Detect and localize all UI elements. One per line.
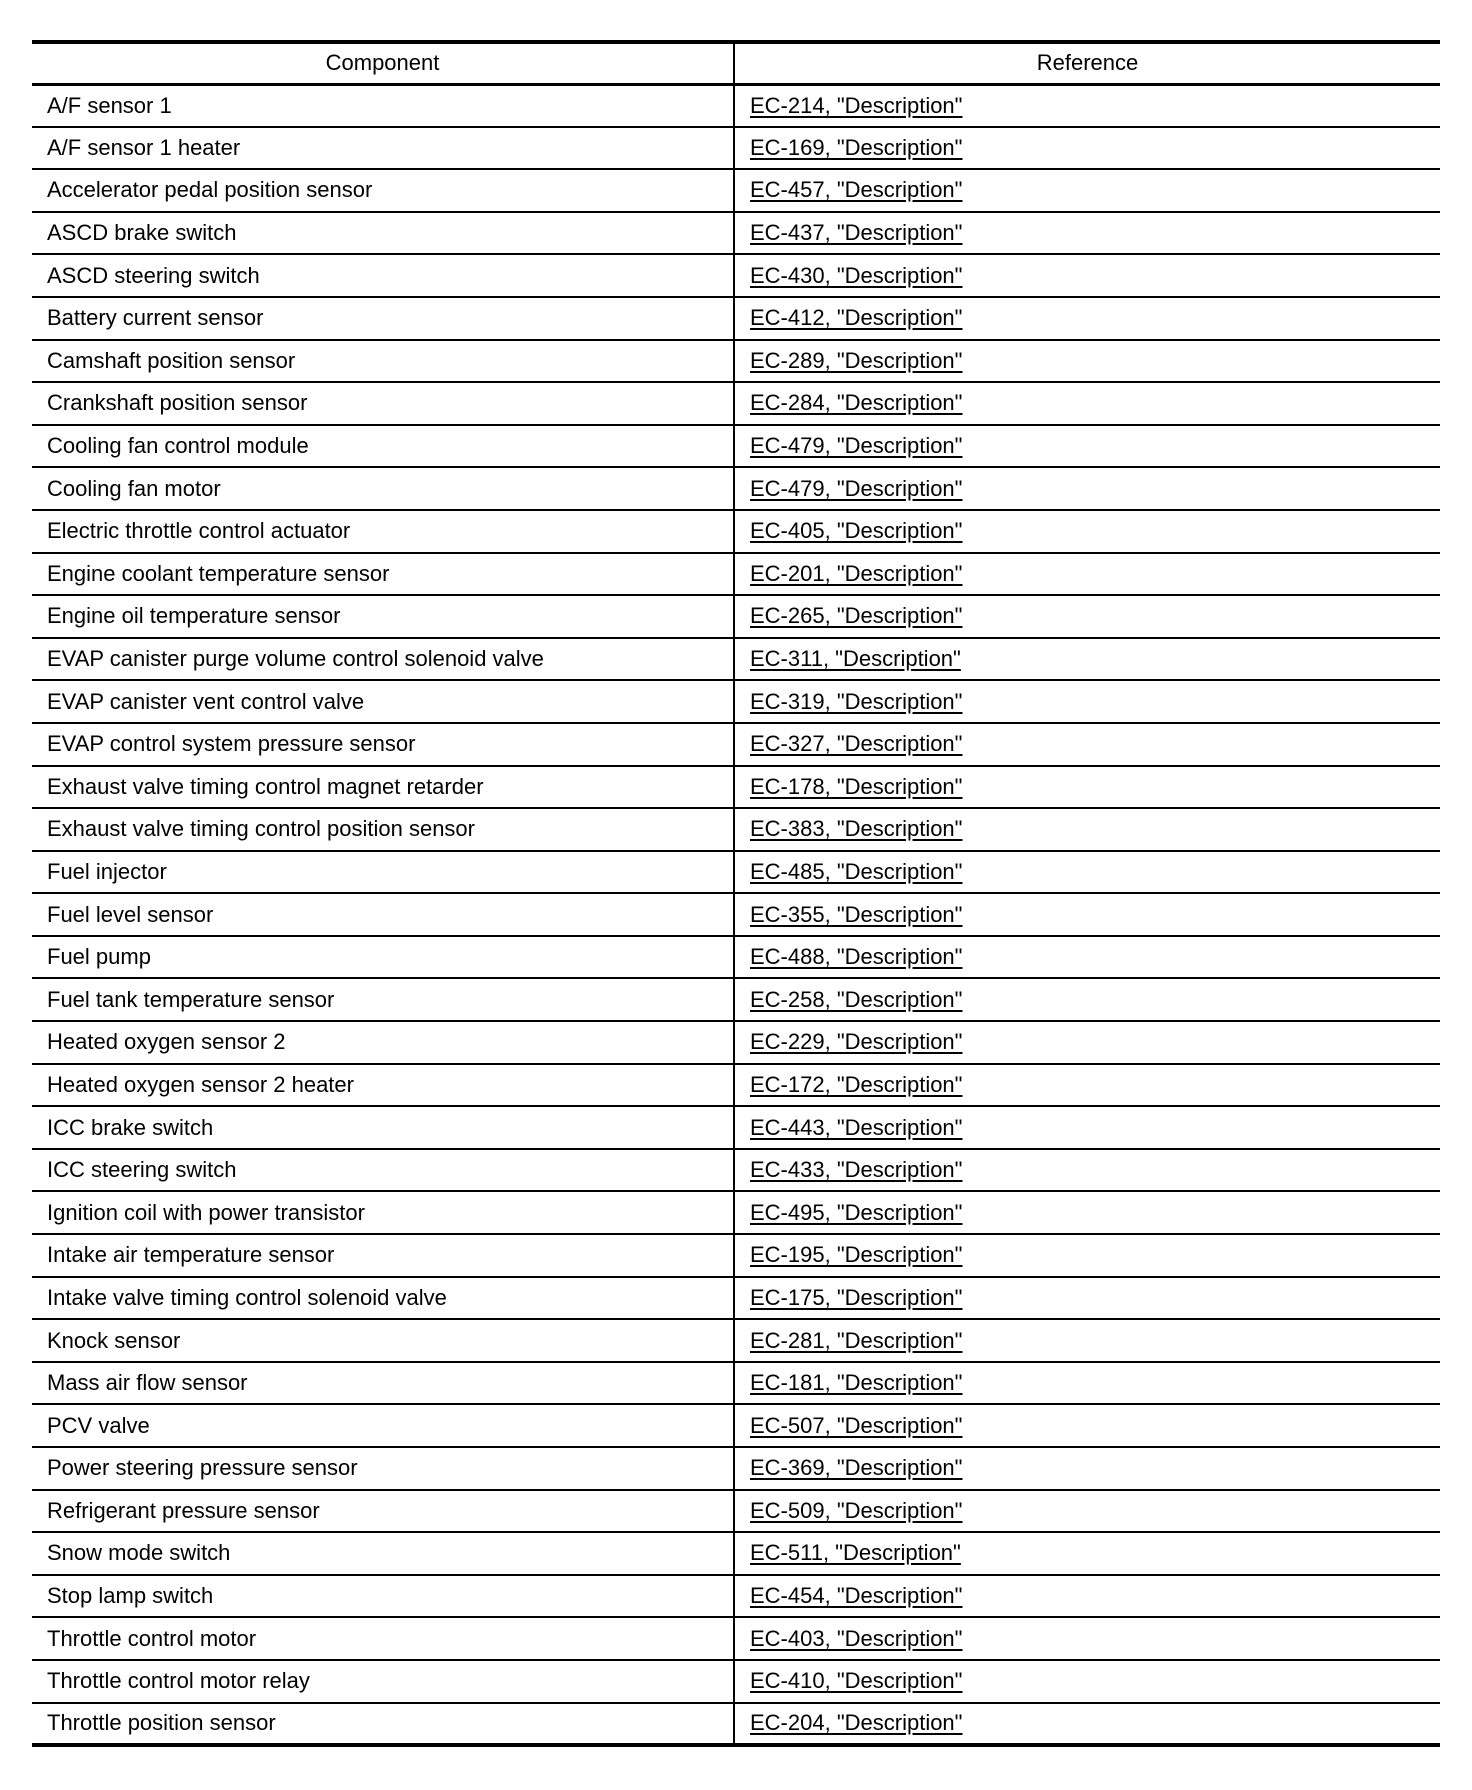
component-cell: Cooling fan control module [47, 433, 309, 459]
reference-link[interactable]: EC-327, "Description" [750, 731, 963, 757]
header-component: Component [325, 50, 440, 76]
reference-link[interactable]: EC-355, "Description" [750, 901, 963, 927]
table-row [32, 1064, 1440, 1107]
reference-link[interactable]: EC-204, "Description" [750, 1710, 963, 1736]
table-row [32, 127, 1440, 170]
reference-cell [734, 425, 1440, 468]
table-row [32, 808, 1440, 851]
table-row [32, 510, 1440, 553]
component-reference-table [32, 40, 1440, 1747]
reference-cell [734, 1106, 1440, 1149]
table-header [32, 42, 1440, 84]
reference-link[interactable]: EC-319, "Description" [750, 688, 963, 714]
reference-link[interactable]: EC-511, "Description" [750, 1540, 961, 1566]
table-row [32, 297, 1440, 340]
reference-cell [734, 936, 1440, 979]
reference-cell [734, 1532, 1440, 1575]
reference-cell [734, 1234, 1440, 1277]
reference-cell [734, 340, 1440, 383]
reference-cell [734, 723, 1440, 766]
component-cell: Throttle control motor [47, 1625, 257, 1651]
component-cell: Exhaust valve timing control magnet retarder [47, 773, 484, 799]
reference-link[interactable]: EC-172, "Description" [750, 1071, 963, 1097]
reference-link[interactable]: EC-311, "Description" [750, 646, 961, 672]
component-cell: Throttle position sensor [47, 1710, 276, 1736]
table-row [32, 1703, 1440, 1746]
component-cell: Fuel level sensor [47, 901, 214, 927]
reference-link[interactable]: EC-178, "Description" [750, 773, 963, 799]
reference-link[interactable]: EC-289, "Description" [750, 347, 963, 373]
reference-link[interactable]: EC-281, "Description" [750, 1327, 963, 1353]
table-row [32, 254, 1440, 297]
reference-cell [734, 1319, 1440, 1362]
reference-link[interactable]: EC-479, "Description" [750, 475, 963, 501]
reference-link[interactable]: EC-410, "Description" [750, 1668, 963, 1694]
reference-link[interactable]: EC-430, "Description" [750, 262, 963, 288]
table-row [32, 851, 1440, 894]
reference-cell [734, 1149, 1440, 1192]
reference-cell [734, 1277, 1440, 1320]
reference-cell [734, 212, 1440, 255]
reference-cell [734, 467, 1440, 510]
table-row [32, 1490, 1440, 1533]
table-body [32, 84, 1440, 1745]
component-cell: Battery current sensor [47, 305, 264, 331]
reference-cell [734, 1362, 1440, 1405]
table-row [32, 680, 1440, 723]
table-row [32, 84, 1440, 127]
component-cell: Camshaft position sensor [47, 347, 296, 373]
reference-cell [734, 1575, 1440, 1618]
component-cell: EVAP canister vent control valve [47, 688, 365, 714]
reference-link[interactable]: EC-479, "Description" [750, 433, 963, 459]
reference-link[interactable]: EC-485, "Description" [750, 858, 963, 884]
component-cell: Heated oxygen sensor 2 [47, 1029, 286, 1055]
reference-link[interactable]: EC-201, "Description" [750, 560, 963, 586]
component-cell: Cooling fan motor [47, 475, 221, 501]
table-row [32, 467, 1440, 510]
reference-cell [734, 1660, 1440, 1703]
component-cell: ASCD steering switch [47, 262, 260, 288]
component-cell: Power steering pressure sensor [47, 1455, 358, 1481]
reference-cell [734, 808, 1440, 851]
reference-cell [734, 1191, 1440, 1234]
table-row [32, 595, 1440, 638]
table-row [32, 1575, 1440, 1618]
component-cell: PCV valve [47, 1412, 150, 1438]
reference-link[interactable]: EC-488, "Description" [750, 944, 963, 970]
reference-link[interactable]: EC-195, "Description" [750, 1242, 963, 1268]
table-row [32, 1404, 1440, 1447]
table-row [32, 169, 1440, 212]
reference-link[interactable]: EC-495, "Description" [750, 1199, 963, 1225]
component-cell: Ignition coil with power transistor [47, 1199, 365, 1225]
table-row [32, 936, 1440, 979]
reference-link[interactable]: EC-443, "Description" [750, 1114, 963, 1140]
reference-cell [734, 169, 1440, 212]
reference-link[interactable]: EC-403, "Description" [750, 1625, 963, 1651]
component-cell: Engine coolant temperature sensor [47, 560, 390, 586]
reference-link[interactable]: EC-258, "Description" [750, 986, 963, 1012]
table-row [32, 723, 1440, 766]
reference-cell [734, 766, 1440, 809]
component-cell: ICC brake switch [47, 1114, 214, 1140]
table-row [32, 1319, 1440, 1362]
reference-cell [734, 553, 1440, 596]
table-row [32, 553, 1440, 596]
table-row [32, 1191, 1440, 1234]
table-row [32, 1660, 1440, 1703]
reference-cell [734, 510, 1440, 553]
table-row [32, 1021, 1440, 1064]
component-cell: Knock sensor [47, 1327, 181, 1353]
table-row [32, 340, 1440, 383]
table-row [32, 1362, 1440, 1405]
reference-link[interactable]: EC-175, "Description" [750, 1284, 963, 1310]
table-row [32, 1149, 1440, 1192]
component-reference-table-container [32, 40, 1440, 1747]
table-row [32, 766, 1440, 809]
table-row [32, 978, 1440, 1021]
component-cell: ASCD brake switch [47, 220, 237, 246]
reference-cell [734, 84, 1440, 127]
reference-cell [734, 382, 1440, 425]
component-cell: EVAP control system pressure sensor [47, 731, 416, 757]
reference-cell [734, 1064, 1440, 1107]
reference-link[interactable]: EC-383, "Description" [750, 816, 963, 842]
component-cell: EVAP canister purge volume control solenoid valve [47, 646, 544, 672]
component-cell: Fuel tank temperature sensor [47, 986, 335, 1012]
table-row [32, 382, 1440, 425]
reference-link[interactable]: EC-454, "Description" [750, 1583, 963, 1609]
reference-link[interactable]: EC-457, "Description" [750, 177, 963, 203]
table-row [32, 1106, 1440, 1149]
reference-cell [734, 1490, 1440, 1533]
reference-link[interactable]: EC-229, "Description" [750, 1029, 963, 1055]
reference-cell [734, 1021, 1440, 1064]
reference-link[interactable]: EC-433, "Description" [750, 1157, 963, 1183]
table-row [32, 1277, 1440, 1320]
table-row [32, 1234, 1440, 1277]
table-row [32, 425, 1440, 468]
reference-cell [734, 127, 1440, 170]
table-row [32, 1532, 1440, 1575]
reference-cell [734, 254, 1440, 297]
reference-cell [734, 680, 1440, 723]
reference-link[interactable]: EC-284, "Description" [750, 390, 963, 416]
reference-link[interactable]: EC-437, "Description" [750, 220, 963, 246]
reference-cell [734, 297, 1440, 340]
component-cell: Crankshaft position sensor [47, 390, 308, 416]
component-cell: A/F sensor 1 heater [47, 134, 241, 160]
component-cell: Throttle control motor relay [47, 1668, 310, 1694]
reference-cell [734, 595, 1440, 638]
reference-link[interactable]: EC-181, "Description" [750, 1370, 963, 1396]
component-cell: A/F sensor 1 [47, 92, 172, 118]
component-cell: Electric throttle control actuator [47, 518, 351, 544]
table-row [32, 1447, 1440, 1490]
table-row [32, 212, 1440, 255]
component-cell: Fuel injector [47, 858, 167, 884]
reference-cell [734, 893, 1440, 936]
component-cell: Accelerator pedal position sensor [47, 177, 373, 203]
component-cell: Snow mode switch [47, 1540, 231, 1566]
reference-link[interactable]: EC-265, "Description" [750, 603, 963, 629]
reference-cell [734, 1404, 1440, 1447]
component-cell: Stop lamp switch [47, 1583, 214, 1609]
table-row [32, 638, 1440, 681]
reference-cell [734, 638, 1440, 681]
reference-cell [734, 1703, 1440, 1746]
reference-link[interactable]: EC-509, "Description" [750, 1497, 963, 1523]
reference-cell [734, 1617, 1440, 1660]
reference-link[interactable]: EC-369, "Description" [750, 1455, 963, 1481]
reference-link[interactable]: EC-405, "Description" [750, 518, 963, 544]
component-cell: Engine oil temperature sensor [47, 603, 341, 629]
table-row [32, 1617, 1440, 1660]
component-cell: Refrigerant pressure sensor [47, 1497, 320, 1523]
component-cell: Heated oxygen sensor 2 heater [47, 1071, 354, 1097]
component-cell: ICC steering switch [47, 1157, 237, 1183]
reference-link[interactable]: EC-507, "Description" [750, 1412, 963, 1438]
header-reference: Reference [734, 42, 1440, 84]
component-cell: Exhaust valve timing control position sensor [47, 816, 475, 842]
reference-cell [734, 978, 1440, 1021]
header-row [32, 42, 1440, 84]
component-cell: Fuel pump [47, 944, 151, 970]
table-row [32, 893, 1440, 936]
reference-cell [734, 1447, 1440, 1490]
component-cell: Intake air temperature sensor [47, 1242, 335, 1268]
reference-link[interactable]: EC-169, "Description" [750, 134, 963, 160]
reference-link[interactable]: EC-214, "Description" [750, 92, 963, 118]
component-cell: Mass air flow sensor [47, 1370, 248, 1396]
component-cell: Intake valve timing control solenoid valve [47, 1284, 447, 1310]
reference-link[interactable]: EC-412, "Description" [750, 305, 963, 331]
reference-cell [734, 851, 1440, 894]
